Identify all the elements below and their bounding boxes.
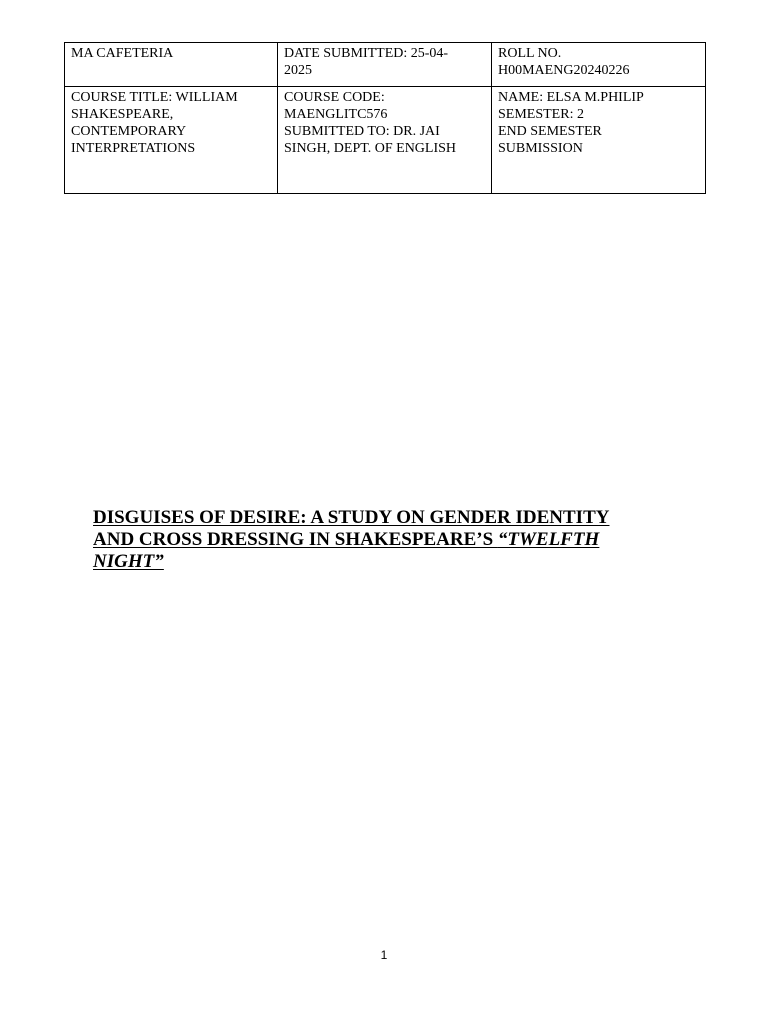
table-row xyxy=(65,87,706,194)
course-title-line-1: COURSE TITLE: WILLIAM xyxy=(71,90,238,105)
document-title xyxy=(93,507,673,573)
submission-type-line-1: END SEMESTER xyxy=(498,124,602,139)
submitted-to-line-1: SUBMITTED TO: DR. JAI xyxy=(284,124,440,139)
title-line-1: DISGUISES OF DESIRE: A STUDY ON GENDER IDENTITY xyxy=(93,507,610,528)
table-row xyxy=(65,43,706,87)
date-submitted-line-1: DATE SUBMITTED: 25-04- xyxy=(284,46,449,61)
title-play-name-part-1: “TWELFTH xyxy=(497,529,600,550)
roll-no-value: H00MAENG20240226 xyxy=(498,63,630,78)
page-number: 1 xyxy=(380,948,388,962)
date-submitted-line-2: 2025 xyxy=(284,63,312,78)
course-code-line-1: COURSE CODE: xyxy=(284,90,385,105)
title-line-2-text: AND CROSS DRESSING IN SHAKESPEARE’S xyxy=(93,529,498,550)
title-play-name-part-2: NIGHT” xyxy=(93,551,164,572)
course-code-cell xyxy=(278,87,492,194)
submission-type-line-2: SUBMISSION xyxy=(498,141,583,156)
course-group-text: MA CAFETERIA xyxy=(71,46,174,61)
course-title-line-3: CONTEMPORARY xyxy=(71,124,187,139)
submitted-to-line-2: SINGH, DEPT. OF ENGLISH xyxy=(284,141,457,156)
date-submitted-cell xyxy=(278,43,492,87)
course-group-cell xyxy=(65,43,278,87)
course-title-line-2: SHAKESPEARE, xyxy=(71,107,174,122)
roll-no-label: ROLL NO. xyxy=(498,46,562,61)
student-semester: SEMESTER: 2 xyxy=(498,107,584,122)
roll-no-cell xyxy=(492,43,706,87)
title-line-2 xyxy=(93,529,599,550)
course-title-cell xyxy=(65,87,278,194)
student-cell xyxy=(492,87,706,194)
course-title-line-4: INTERPRETATIONS xyxy=(71,141,196,156)
title-line-3 xyxy=(93,551,164,572)
submission-details-table xyxy=(64,42,706,194)
course-code-line-2: MAENGLITC576 xyxy=(284,107,388,122)
student-name: NAME: ELSA M.PHILIP xyxy=(498,90,644,105)
